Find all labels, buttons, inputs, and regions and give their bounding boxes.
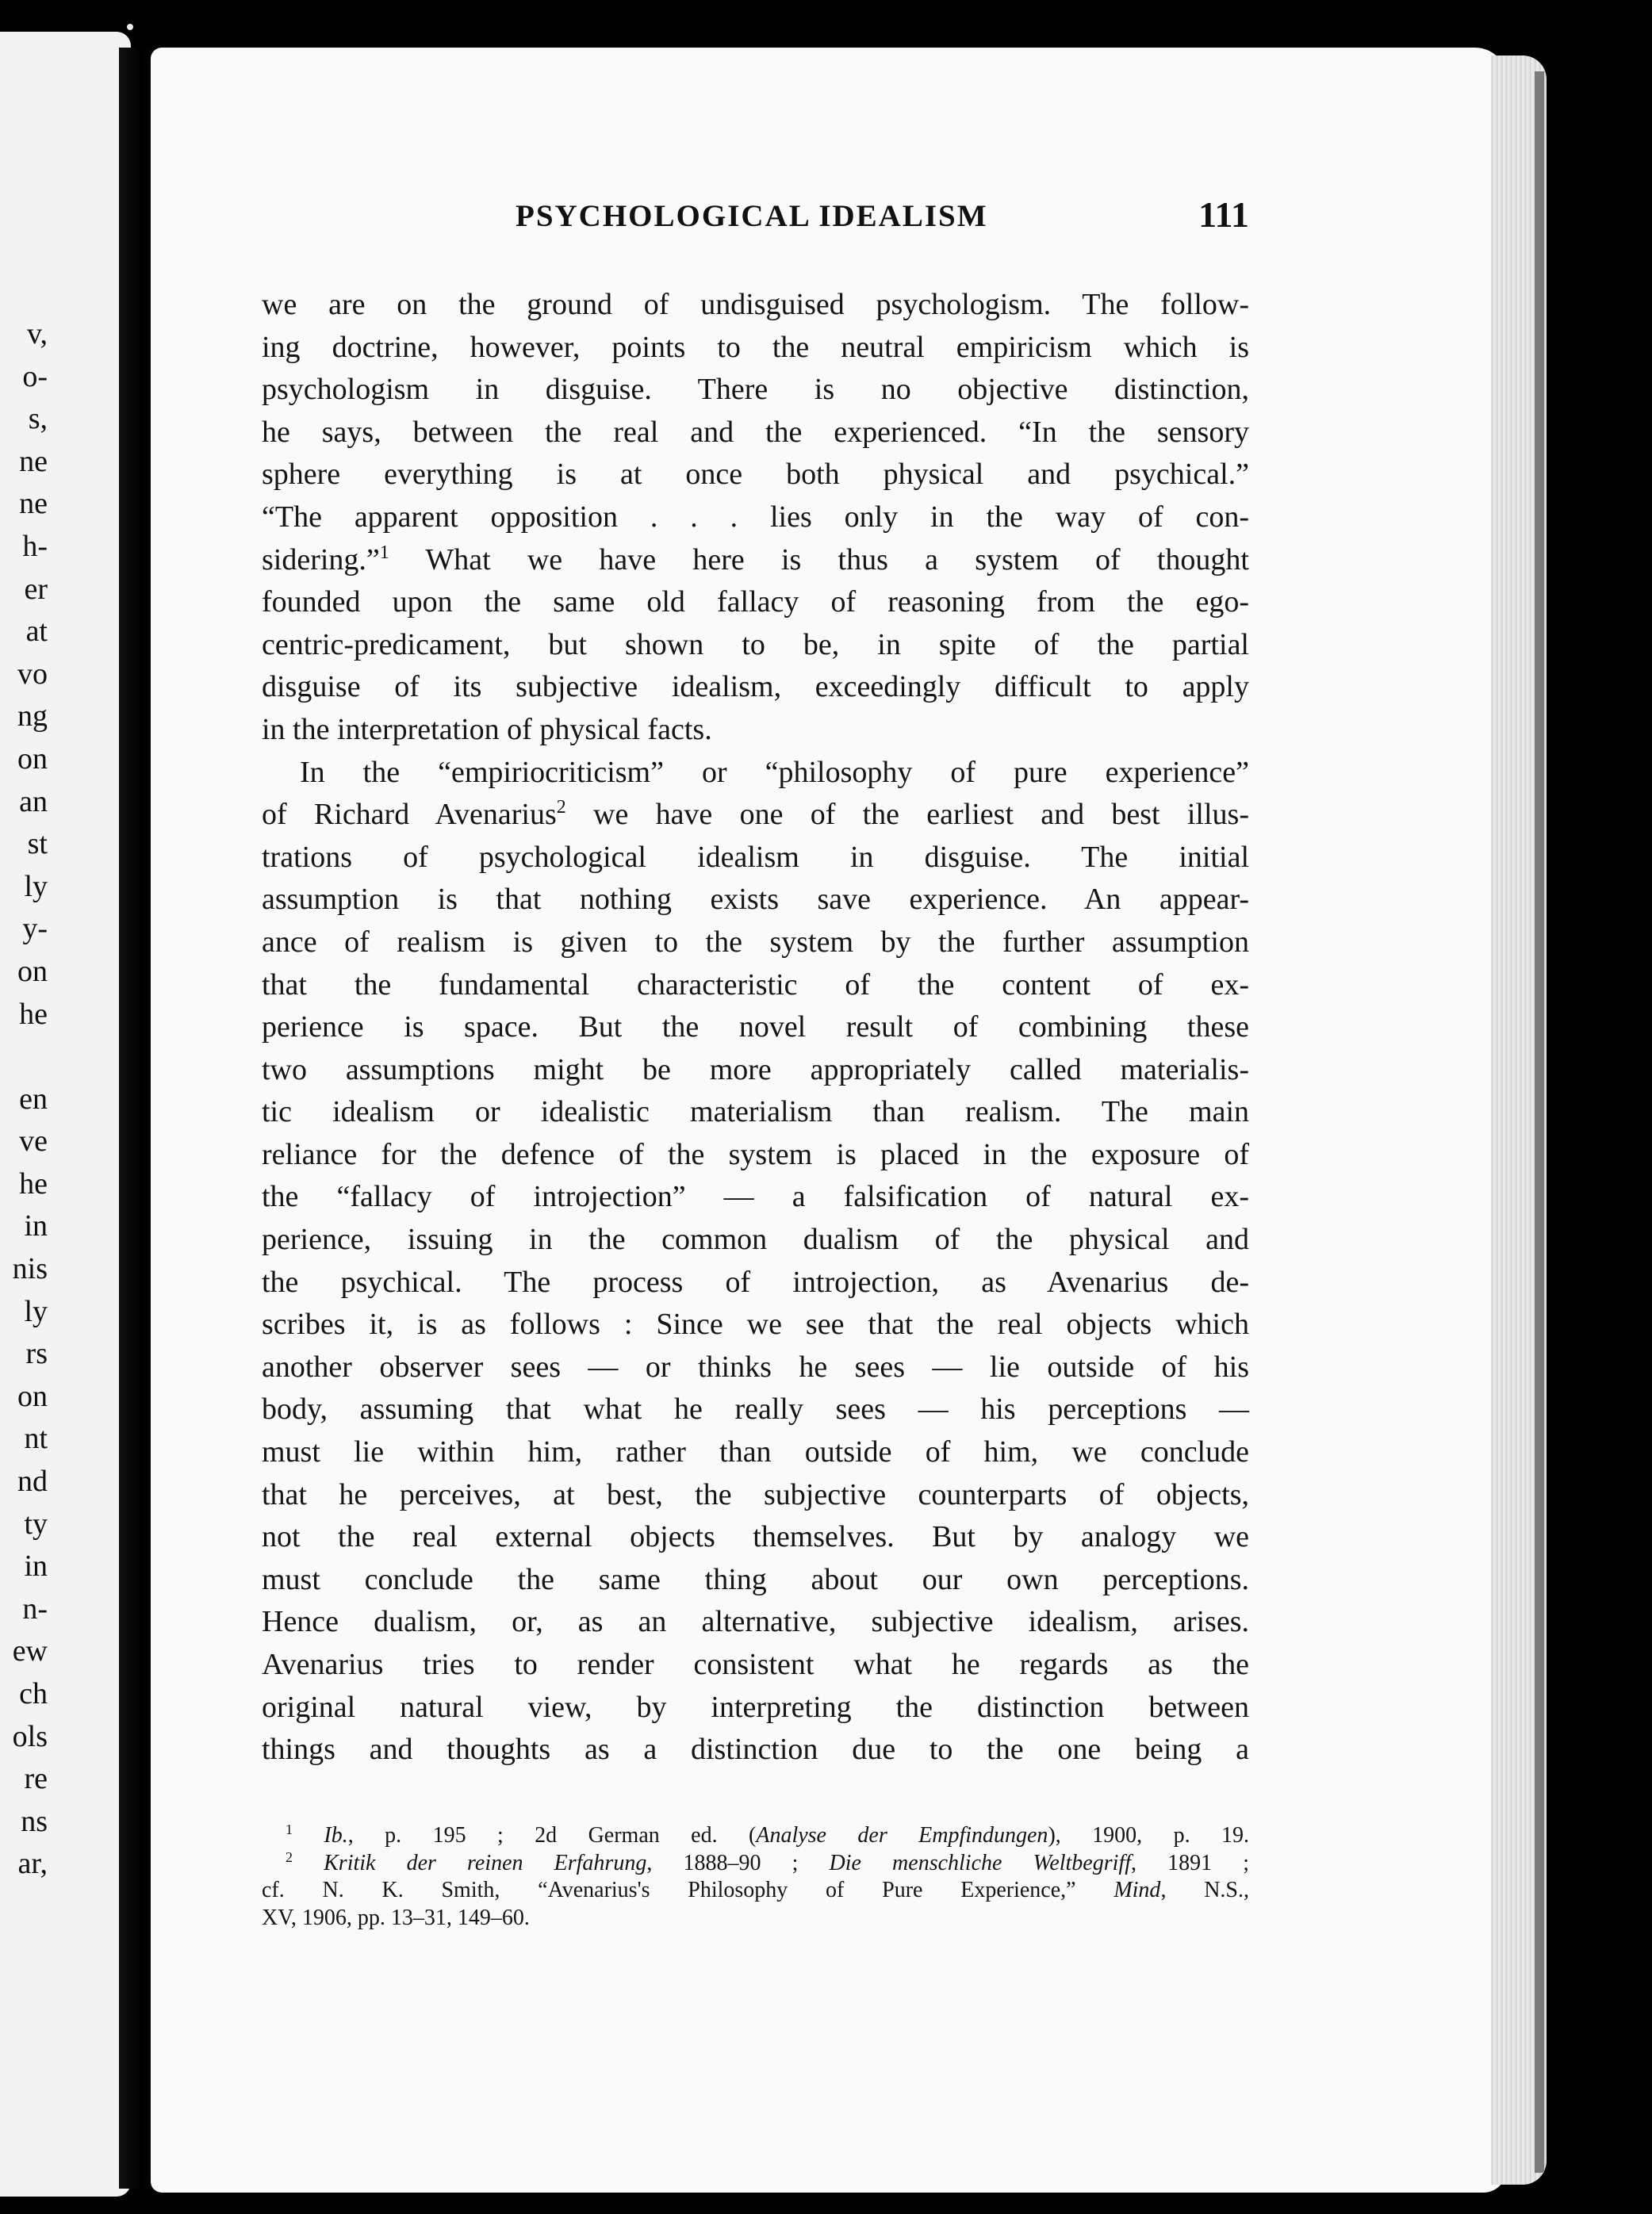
facing-page-fragment: ch xyxy=(19,1677,48,1710)
footnote-ref-2: 2 xyxy=(556,797,566,818)
facing-page-fragment: nis xyxy=(12,1252,48,1286)
page-number: 111 xyxy=(1198,194,1249,235)
text-line: not the real external objects themselves. But by analogy we xyxy=(262,1520,1249,1554)
page-fore-edge-shadow xyxy=(1535,71,1544,2173)
facing-page-fragment: he xyxy=(19,1166,48,1201)
facing-page-fragment: at xyxy=(25,615,48,649)
running-title: PSYCHOLOGICAL IDEALISM xyxy=(516,199,988,233)
text-line: reliance for the defence of the system is placed in the exposure of xyxy=(262,1137,1249,1171)
text-line xyxy=(262,794,1249,837)
text-line: another observer sees — or thinks he sees — lie outside of his xyxy=(262,1350,1249,1384)
facing-page-fragment: on xyxy=(17,741,48,776)
facing-page-fragment: v, xyxy=(26,317,48,350)
facing-page-fragment: on xyxy=(17,954,48,988)
facing-page-fragment: h- xyxy=(22,529,48,563)
text-line: things and thoughts as a distinction due to the one being a xyxy=(262,1733,1249,1767)
text-line: ing doctrine, however, points to the neutral empiricism which is xyxy=(262,330,1249,364)
facing-page-fragment: nt xyxy=(24,1422,48,1456)
facing-page-fragment xyxy=(0,1036,48,1078)
text-line: psychologism in disguise. There is no objective distinction, xyxy=(262,373,1249,407)
facing-page-text-fragments xyxy=(0,313,48,1886)
text-line: the psychical. The process of introjection, as Avenarius de- xyxy=(262,1265,1249,1299)
text-line: we are on the ground of undisguised psychologism. The follow- xyxy=(262,288,1249,321)
text-line: scribes it, is as follows : Since we see that the real objects which xyxy=(262,1308,1249,1342)
text-line: perience is space. But the novel result of combining these xyxy=(262,1010,1249,1044)
facing-page-fragment: er xyxy=(24,572,48,606)
facing-page-fragment: ns xyxy=(21,1804,48,1838)
text-line: in the interpretation of physical facts. xyxy=(262,712,712,746)
facing-page xyxy=(0,32,131,2197)
text-segment: we have one of the earliest and best illus- xyxy=(565,798,1249,832)
footnote-text: , N.S., xyxy=(1160,1878,1249,1902)
text-line: assumption is that nothing exists save experience. An appear- xyxy=(262,883,1249,917)
text-line: original natural view, by interpreting the distinction between xyxy=(262,1690,1249,1724)
facing-page-fragment: n- xyxy=(22,1592,48,1626)
text-line: must lie within him, rather than outside of him, we conclude xyxy=(262,1435,1249,1469)
facing-page-fragment: re xyxy=(24,1762,48,1796)
facing-page-fragment: ne xyxy=(19,444,48,478)
text-line: two assumptions might be more appropriately called materialis- xyxy=(262,1052,1249,1086)
footnote-mark: 2 xyxy=(286,1848,293,1865)
facing-page-fragment: s, xyxy=(28,402,48,436)
text-segment: of Richard Avenarius xyxy=(262,798,557,832)
footnote-italic: Analyse der Empfindungen xyxy=(756,1823,1048,1848)
text-line xyxy=(262,539,1249,582)
text-line: ance of realism is given to the system by the further assumption xyxy=(262,925,1249,959)
facing-page-fragment: en xyxy=(19,1082,48,1116)
text-line: disguise of its subjective idealism, exceedingly difficult to apply xyxy=(262,670,1249,704)
facing-page-fragment: ng xyxy=(17,699,48,734)
footnote-2-end: XV, 1906, pp. 13–31, 149–60. xyxy=(262,1905,530,1930)
facing-page-fragment: y- xyxy=(22,912,48,946)
facing-page-fragment: in xyxy=(24,1549,48,1584)
footnote-ref-1: 1 xyxy=(379,542,389,563)
text-line: the “fallacy of introjection” — a falsification of natural ex- xyxy=(262,1180,1249,1214)
footnote-mark: 1 xyxy=(286,1821,293,1837)
facing-page-fragment: nd xyxy=(17,1465,48,1499)
facing-page-fragment: ly xyxy=(24,1294,48,1328)
paragraph-first-line: In the “empiriocriticism” or “philosophy of pure experience” xyxy=(300,755,1249,789)
facing-page-fragment: ve xyxy=(19,1124,48,1159)
facing-page-fragment: he xyxy=(19,997,48,1031)
facing-page-fragment: ar, xyxy=(17,1847,48,1881)
footnote-text: , 1891 ; xyxy=(1130,1850,1249,1875)
footnote-2 xyxy=(262,1850,1249,1878)
footnote-italic: Die menschliche Weltbegriff xyxy=(829,1850,1131,1875)
footnote-text: , 1888–90 ; xyxy=(646,1850,830,1875)
text-line: sphere everything is at once both physical and psychical.” xyxy=(262,458,1249,492)
facing-page-fragment: rs xyxy=(25,1337,48,1371)
text-line: perience, issuing in the common dualism of the physical and xyxy=(262,1223,1249,1257)
facing-page-fragment: an xyxy=(19,784,48,818)
text-line: founded upon the same old fallacy of reasoning from the ego- xyxy=(262,585,1249,619)
text-segment: What we have here is thus a system of thought xyxy=(389,542,1249,576)
facing-page-fragment: o- xyxy=(22,359,48,393)
running-head xyxy=(262,194,1249,246)
footnote-italic: Ib. xyxy=(324,1823,348,1848)
text-line: must conclude the same thing about our own perceptions. xyxy=(262,1562,1249,1596)
text-line: centric-predicament, but shown to be, in spite of the partial xyxy=(262,627,1249,661)
facing-page-fragment: ty xyxy=(24,1507,48,1541)
scan-speck xyxy=(127,24,133,30)
footnote-text: ), 1900, p. 19. xyxy=(1048,1823,1249,1848)
text-line: “The apparent opposition . . . lies only in the way of con- xyxy=(262,500,1249,534)
text-line: Avenarius tries to render consistent what he regards as the xyxy=(262,1648,1249,1681)
text-line: trations of psychological idealism in disguise. The initial xyxy=(262,840,1249,874)
facing-page-fragment: st xyxy=(27,827,48,861)
text-line: he says, between the real and the experienced. “In the sensory xyxy=(262,415,1249,449)
footnote-italic: Mind xyxy=(1113,1878,1161,1902)
footnote-1 xyxy=(262,1822,1249,1850)
footnote-2-cont xyxy=(262,1877,1249,1905)
footnote-text: cf. N. K. Smith, “Avenarius's Philosophy of Pure Experience,” xyxy=(262,1878,1114,1902)
text-line: that the fundamental characteristic of the content of ex- xyxy=(262,967,1249,1002)
facing-page-fragment: ly xyxy=(24,869,48,903)
text-line: that he perceives, at best, the subjective counterparts of objects, xyxy=(262,1477,1249,1511)
facing-page-fragment: in xyxy=(24,1209,48,1243)
footnote-italic: Kritik der reinen Erfahrung xyxy=(324,1850,647,1875)
text-line: body, assuming that what he really sees — his perceptions — xyxy=(262,1392,1249,1427)
facing-page-fragment: ols xyxy=(12,1719,48,1753)
footnotes xyxy=(262,1822,1249,1932)
body-text xyxy=(262,284,1249,1772)
text-line: Hence dualism, or, as an alternative, subjective idealism, arises. xyxy=(262,1605,1249,1639)
facing-page-fragment: ne xyxy=(19,487,48,521)
text-segment: sidering.” xyxy=(262,542,380,576)
text-line: tic idealism or idealistic materialism than realism. The main xyxy=(262,1095,1249,1129)
facing-page-fragment: vo xyxy=(17,657,48,691)
facing-page-fragment: ew xyxy=(12,1634,48,1668)
footnote-text: , p. 195 ; 2d German ed. ( xyxy=(347,1823,757,1848)
facing-page-fragment: on xyxy=(17,1379,48,1413)
